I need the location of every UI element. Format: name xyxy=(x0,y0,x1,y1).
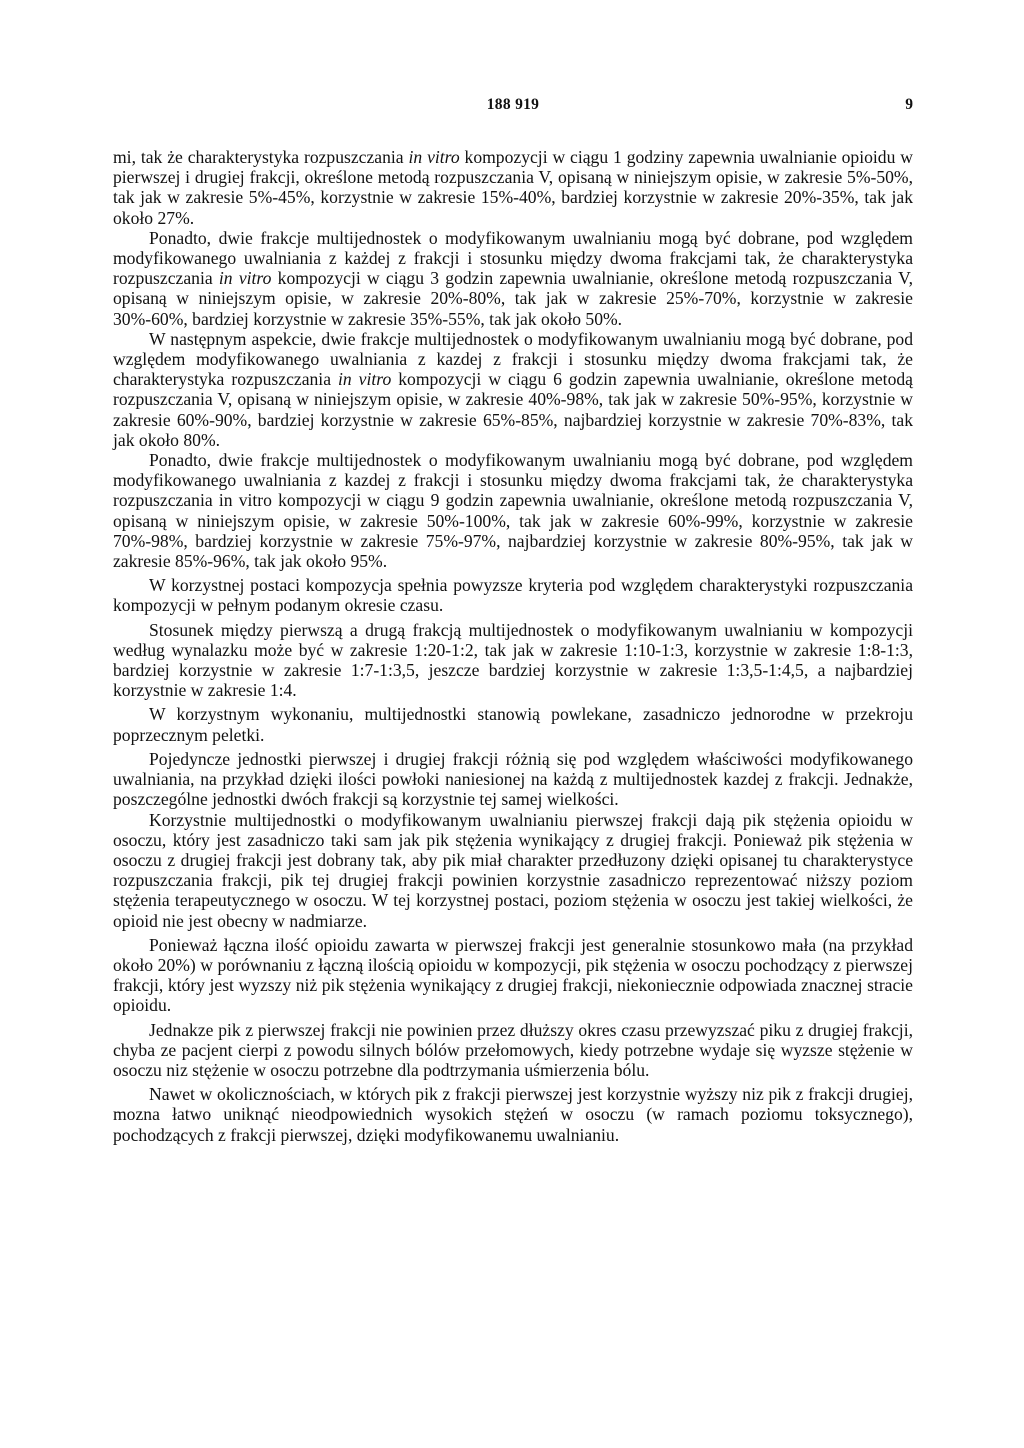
patent-number: 188 919 xyxy=(486,96,540,113)
paragraph: W następnym aspekcie, dwie frakcje multijednostek o modyfikowanym uwalnianiu mogą być dobrane, pod względem modyfikowanego uwalniania z kazdej z frakcji i stosunku między dwoma frakcjami tak, że charakterystyka rozpuszczania in vitro kompozycji w ciągu 6 godzin zapewnia uwalnianie, określone metodą rozpuszczania V, opisaną w niniejszym opisie, w zakresie 40%-98%, tak jak w zakresie 50%-95%, korzystnie w zakresie 60%-90%, bardziej korzystnie w zakresie 65%-85%, najbardziej korzystnie w zakresie 70%-83%, tak jak około 80%. xyxy=(113,328,913,450)
paragraph: Ponieważ łączna ilość opioidu zawarta w pierwszej frakcji jest generalnie stosunkowo mała (na przykład około 20%) w porównaniu z łączną ilością opioidu w kompozycji, pik stężenia w osoczu pochodzący z pierwszej frakcji, który jest wyzszy niż pik stężenia wynikający z drugiej frakcji, niekoniecznie odpowiada znacznej stracie opioidu. xyxy=(113,934,913,1016)
paragraph: Ponadto, dwie frakcje multijednostek o modyfikowanym uwalnianiu mogą być dobrane, pod względem modyfikowanego uwalniania z kazdej z frakcji i stosunku między dwoma frakcjami tak, że charakterystyka rozpuszczania in vitro kompozycji w ciągu 9 godzin zapewnia uwalnianie, określone metodą rozpuszczania V, opisaną w niniejszym opisie, w zakresie 50%-100%, tak jak w zakresie 60%-99%, korzystnie w zakresie 70%-98%, bardziej korzystnie w zakresie 75%-97%, najbardziej korzystnie w zakresie 80%-95%, tak jak w zakresie 85%-96%, tak jak około 95%. xyxy=(113,450,913,572)
paragraph: W korzystnej postaci kompozycja spełnia powyzsze kryteria pod względem charakterystyki rozpuszczania kompozycji w pełnym podanym okresie czasu. xyxy=(113,575,913,616)
paragraph: W korzystnym wykonaniu, multijednostki stanowią powlekane, zasadniczo jednorodne w przekroju poprzecznym peletki. xyxy=(113,704,913,745)
paragraph: Nawet w okolicznościach, w których pik z frakcji pierwszej jest korzystnie wyższy niz pik z frakcji drugiej, mozna łatwo uniknąć nieodpowiednich wysokich stężeń w osoczu (w ramach poziomu toksycznego), pochodzących z frakcji pierwszej, dzięki modyfikowanemu uwalnianiu. xyxy=(113,1084,913,1145)
paragraph: Ponadto, dwie frakcje multijednostek o modyfikowanym uwalnianiu mogą być dobrane, pod względem modyfikowanego uwalniania z każdej z frakcji i stosunku między dwoma frakcjami tak, że charakterystyka rozpuszczania in vitro kompozycji w ciągu 3 godzin zapewnia uwalnianie, określone metodą rozpuszczania V, opisaną w niniejszym opisie, w zakresie 20%-80%, tak jak w zakresie 25%-70%, korzystnie w zakresie 30%-60%, bardziej korzystnie w zakresie 35%-55%, tak jak około 50%. xyxy=(113,227,913,329)
paragraph: Pojedyncze jednostki pierwszej i drugiej frakcji różnią się pod względem właściwości modyfikowanego uwalniania, na przykład dzięki ilości powłoki naniesionej na każdą z multijednostek kazdej z frakcji. Jednakże, poszczególne jednostki dwóch frakcji są korzystnie tej samej wielkości. xyxy=(113,748,913,810)
paragraph: mi, tak że charakterystyka rozpuszczania in vitro kompozycji w ciągu 1 godziny zapewnia uwalnianie opioidu w pierwszej i drugiej frakcji, określone metodą rozpuszczania V, opisaną w niniejszym opisie, w zakresie 5%-50%, tak jak w zakresie 5%-45%, korzystnie w zakresie 15%-40%, bardziej korzystnie w zakresie 20%-35%, tak jak około 27%. xyxy=(113,147,913,228)
paragraph: Jednakze pik z pierwszej frakcji nie powinien przez dłuższy okres czasu przewyzszać piku z drugiej frakcji, chyba ze pacjent cierpi z powodu silnych bólów przełomowych, kiedy potrzebne wydaje się wyzsze stężenie w osoczu niz stężenie w osoczu potrzebne dla podtrzymania uśmierzenia bólu. xyxy=(113,1019,913,1080)
paragraph: Stosunek między pierwszą a drugą frakcją multijednostek o modyfikowanym uwalnianiu w kompozycji według wynalazku może być w zakresie 1:20-1:2, tak jak w zakresie 1:10-1:3, korzystnie w zakresie 1:8-1:3, bardziej korzystnie w zakresie 1:7-1:3,5, jeszcze bardziej korzystnie w zakresie 1:3,5-1:4,5, a najbardziej korzystnie w zakresie 1:4. xyxy=(113,619,913,701)
page-number: 9 xyxy=(905,96,913,113)
paragraph: Korzystnie multijednostki o modyfikowanym uwalnianiu pierwszej frakcji dają pik stężenia opioidu w osoczu, który jest zasadniczo taki sam jak pik stężenia wynikający z drugiej frakcji. Ponieważ pik stężenia w osoczu z drugiej frakcji jest dobrany tak, aby pik miał charakter przedłuzony dzięki opisanej tu charakterystyce rozpuszczania frakcji, pik tej drugiej frakcji powinien korzystnie zasadniczo reprezentować niższy poziom stężenia terapeutycznego w osoczu. W tej korzystnej postaci, poziom stężenia w osoczu jest takiej wielkości, że opioid nie jest obecny w nadmiarze. xyxy=(113,809,913,931)
body-text xyxy=(113,147,913,1145)
page-header xyxy=(113,96,913,118)
